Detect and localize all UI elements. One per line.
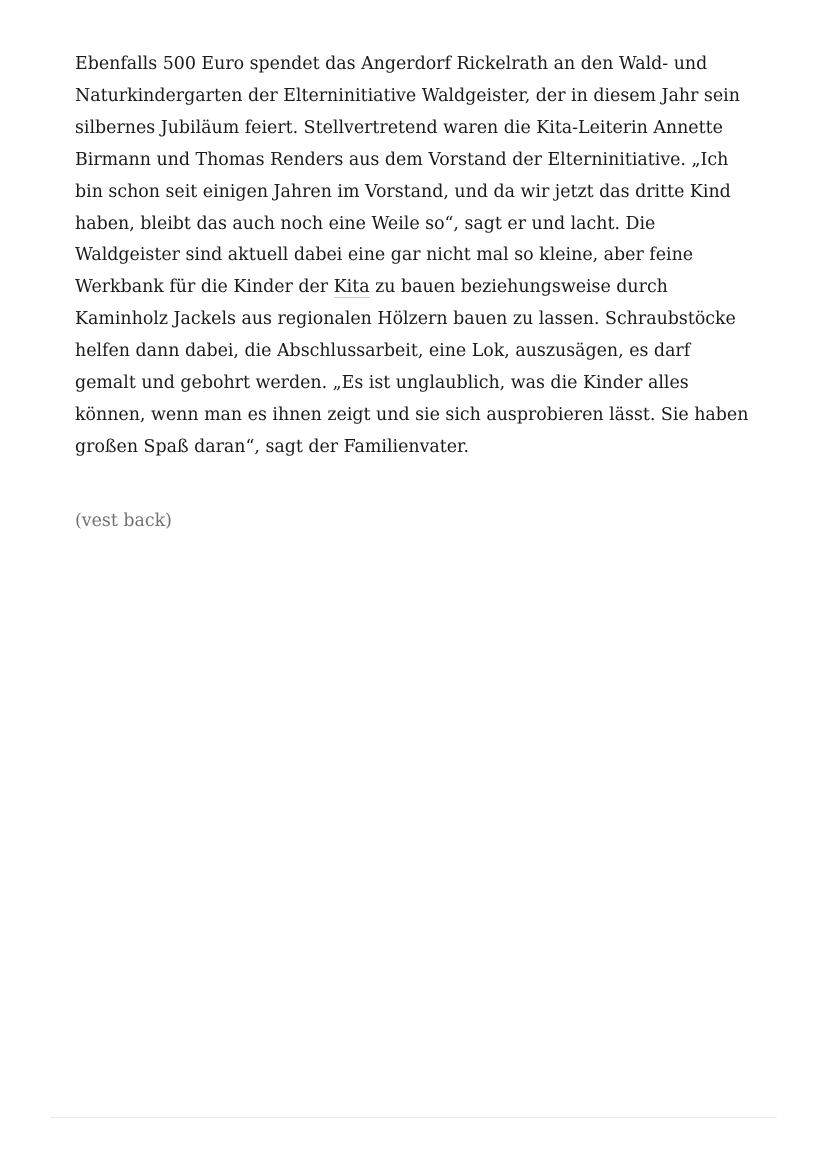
- text-line: Naturkindergarten der Elterninitiative Waldgeister, der in diesem Jahr sein: [75, 85, 740, 106]
- article-body: [75, 49, 765, 464]
- text-line: Waldgeister sind aktuell dabei eine gar nicht mal so kleine, aber feine: [75, 245, 694, 266]
- text-line: Kaminholz Jackels aus regionalen Hölzern bauen zu lassen. Schraubstöcke: [75, 309, 736, 330]
- kita-link[interactable]: Kita: [333, 277, 370, 298]
- author-byline: (vest back): [75, 511, 172, 531]
- text-line: haben, bleibt das auch noch eine Weile so“, sagt er und lacht. Die: [75, 213, 656, 234]
- text-line: bin schon seit einigen Jahren im Vorstand, und da wir jetzt das dritte Kind: [75, 181, 731, 202]
- text-line: Birmann und Thomas Renders aus dem Vorstand der Elterninitiative. „Ich: [75, 149, 729, 170]
- text-segment: Werkbank für die Kinder der: [75, 277, 334, 298]
- text-line: Ebenfalls 500 Euro spendet das Angerdorf Rickelrath an den Wald- und: [75, 54, 708, 74]
- text-line: können, wenn man es ihnen zeigt und sie sich ausprobieren lässt. Sie haben: [75, 404, 749, 425]
- text-line-with-link: [75, 272, 765, 304]
- text-line: helfen dann dabei, die Abschlussarbeit, eine Lok, auszusägen, es darf: [75, 341, 691, 362]
- text-segment: zu bauen beziehungsweise durch: [369, 277, 668, 298]
- text-line: silbernes Jubiläum feiert. Stellvertretend waren die Kita-Leiterin Annette: [75, 117, 723, 138]
- text-line: gemalt und gebohrt werden. „Es ist unglaublich, was die Kinder alles: [75, 373, 689, 394]
- article-paragraph: [75, 49, 765, 464]
- text-line: großen Spaß daran“, sagt der Familienvater.: [75, 436, 469, 457]
- footer-divider: [50, 1117, 777, 1118]
